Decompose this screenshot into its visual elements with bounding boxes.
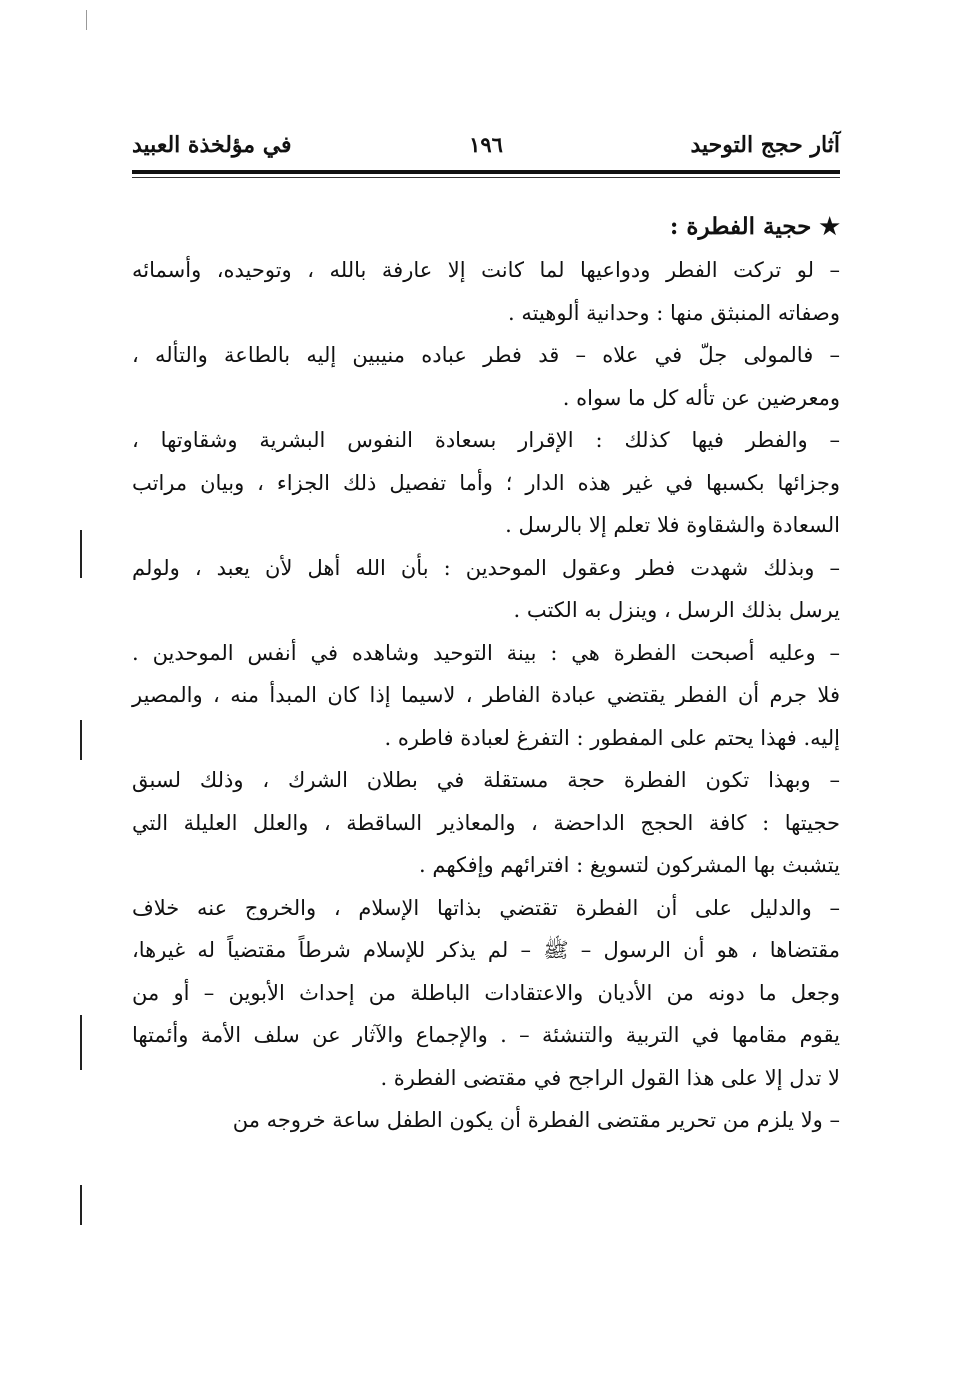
text-line: – ولا يلزم من تحرير مقتضى الفطرة أن يكون الطفل ساعة خروجه من [232,1108,840,1132]
paragraph [132,1099,840,1142]
text-line: يقوم مقامها في التربية والتنشئة – . والإجماع والآثار عن سلف الأمة وأئمتها [132,1023,840,1047]
header-rule-thin [132,177,840,178]
paragraph [132,249,840,334]
text-line: مقتضاها ، هو أن الرسول – ﷺ – لم يذكر للإسلام شرطاً مقتضياً له غيرها، [132,938,840,962]
text-line: وصفاته المنبثق منها : وحدانية ألوهيته . [508,300,840,325]
header-book-title: آثار حجج التوحيد [690,132,840,158]
page-number: ١٩٦ [469,132,503,157]
text-line: – فالمولى جلّ في علاه – قد فطر عباده منيبين إليه بالطاعة والتأله ، [132,343,840,367]
text-line: فلا جرم أن الفطر يقتضي عبادة الفاطر ، لاسيما إذا كان المبدأ منه ، والمصير [132,683,840,707]
text-line: – وبذلك شهدت فطر وعقول الموحدين : بأن الله أهل لأن يعبد ، ولولم [132,555,840,580]
scan-artifact-line [80,1015,82,1070]
paragraph [132,632,840,760]
text-line: لا تدل إلا على هذا القول الراجح في مقتضى الفطرة . [380,1065,840,1090]
text-line: إليه. فهذا يحتم على المفطور : التفرغ لعبادة فاطره . [384,725,840,750]
text-line: حجيتها : كافة الحجج الداحضة ، والمعاذير الساقطة ، والعلل العليلة التي [132,810,840,835]
text-line: – لو تركت الفطر ودواعيها لما كانت إلا عارفة بالله ، وتوحيده، وأسمائه [132,258,840,282]
paragraph [132,547,840,632]
running-header [132,128,840,168]
header-rule [132,170,840,174]
paragraph [132,334,840,419]
paragraph [132,759,840,887]
text-line: السعادة والشقاوة فلا تعلم إلا بالرسل . [505,513,840,537]
text-line: – والدليل على أن الفطرة تقتضي بذاتها الإسلام ، والخروج عنه خلاف [132,895,840,920]
text-line: ومعرضين عن تأله كل ما سواه . [562,385,840,410]
text-line: – والفطر فيها كذلك : الإقرار بسعادة النفوس البشرية وشقاوتها ، [132,428,840,452]
scan-artifact-line [80,530,82,578]
scan-artifact-line [80,1185,82,1225]
text-line: يرسل بذلك الرسل ، وينزل به الكتب . [513,598,840,622]
text-line: يتشبث بها المشركون لتسويغ : افترائهم وإفكهم . [419,853,840,877]
text-line: – وعليه أصبحت الفطرة هي : بينة التوحيد وشاهده في أنفس الموحدين . [132,640,840,665]
paragraph [132,887,840,1100]
section-title: ★ حجية الفطرة : [669,213,840,240]
paragraph [132,419,840,547]
text-line: وجعل ما دونه من الأديان والاعتقادات الباطلة من إحداث الأبوين – أو من [132,980,840,1005]
paragraphs [132,249,840,1142]
text-line: وجزائها بكسبها في غير هذه الدار ؛ وأما تفصيل ذلك الجزاء ، وبيان مراتب [132,470,840,495]
body-text [132,205,840,1142]
text-line: – وبهذا تكون الفطرة حجة مستقلة في بطلان الشرك ، وذلك لسبق [132,768,840,792]
scan-artifact-line [86,10,87,30]
scan-artifact-line [80,720,82,760]
header-chapter-title: في مؤلخذة العبيد [132,132,292,158]
